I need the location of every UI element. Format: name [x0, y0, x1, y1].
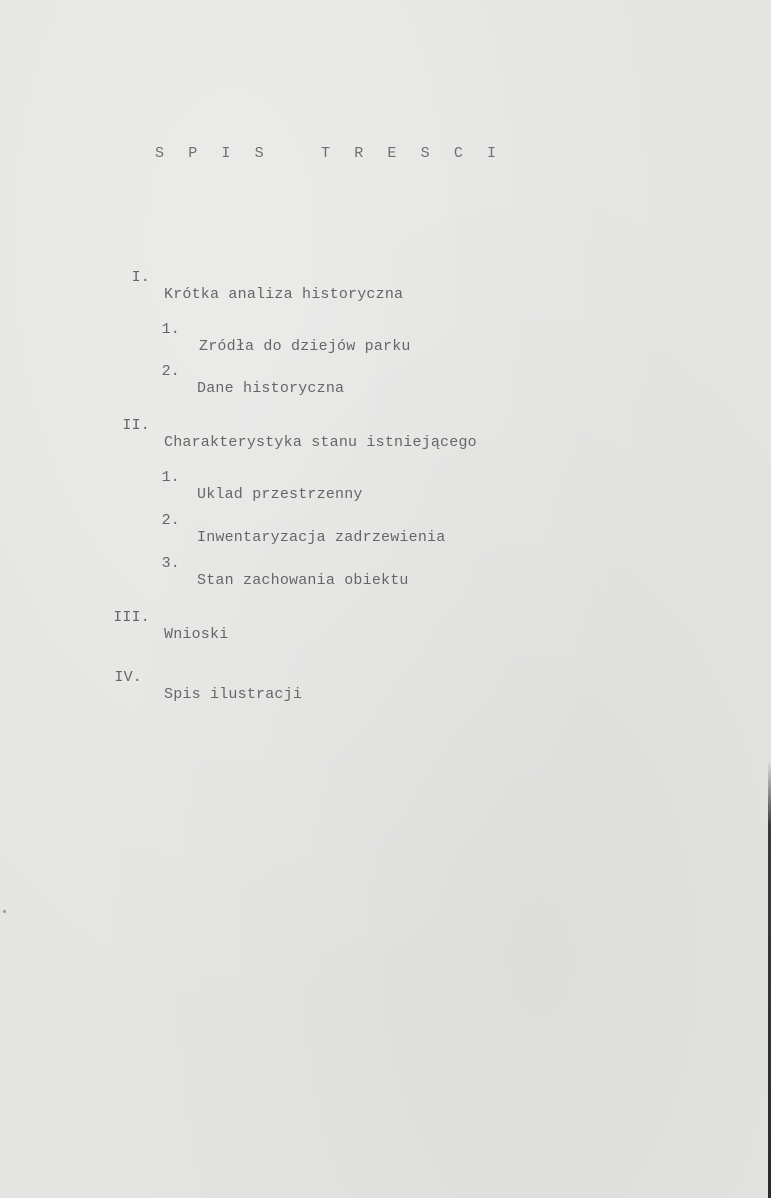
toc-label: Zródła do dziejów parku	[199, 338, 411, 355]
toc-label: Inwentaryzacja zadrzewienia	[197, 529, 446, 546]
toc-label: Uklad przestrzenny	[197, 486, 363, 503]
toc-label: Krótka analiza historyczna	[164, 286, 404, 303]
toc-label: Dane historyczna	[197, 380, 345, 397]
toc-number: II.	[122, 417, 150, 434]
toc-number: 2.	[161, 512, 180, 529]
toc-entry-chapter	[0, 592, 229, 660]
toc-number: III.	[113, 609, 150, 626]
toc-label: Wnioski	[164, 626, 229, 643]
toc-label: Spis ilustracji	[164, 686, 303, 703]
toc-number: 3.	[161, 555, 180, 572]
toc-number: 1.	[161, 321, 180, 338]
toc-entry-chapter	[0, 652, 303, 720]
toc-number: I.	[131, 269, 150, 286]
toc-number: IV.	[114, 669, 142, 686]
page-title: S P I S T R E S C I	[155, 145, 504, 162]
paper-speck	[3, 910, 6, 913]
toc-label: Charakterystyka stanu istniejącego	[164, 434, 477, 451]
toc-number: 2.	[161, 363, 180, 380]
toc-label: Stan zachowania obiektu	[197, 572, 409, 589]
toc-number: 1.	[161, 469, 180, 486]
